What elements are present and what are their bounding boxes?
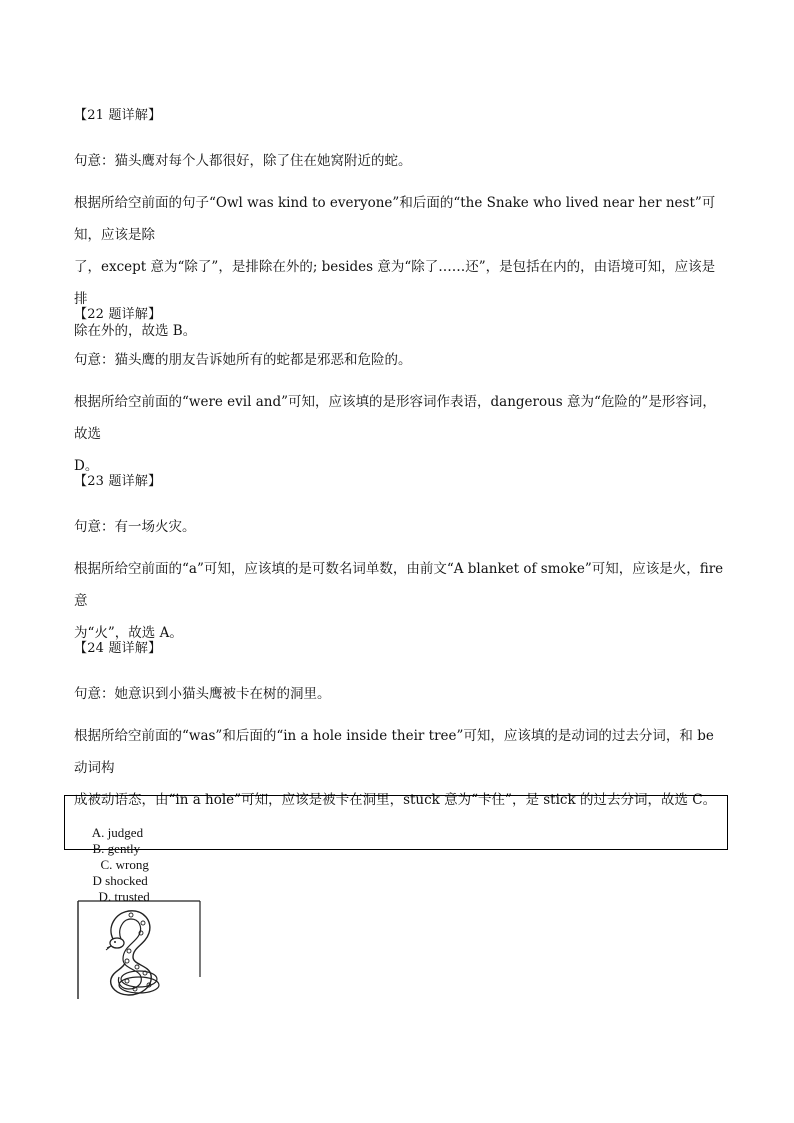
explanation-line: 根据所给空前面的“was”和后面的“in a hole inside their tree”可知，应该填的是动词的过去分词，和 be 动词构 [74, 728, 714, 776]
sentence-meaning-23: 句意：有一场火灾。 [74, 519, 196, 535]
snake-illustration-icon [77, 899, 201, 999]
sentence-meaning-22: 句意：猫头鹰的朋友告诉她所有的蛇都是邪恶和危险的。 [74, 352, 412, 368]
explanation-line: 为“火”，故选 A。 [74, 625, 183, 641]
section-title-23: 【23 题详解】 [74, 474, 162, 489]
explanation-line: 除在外的，故选 B。 [74, 323, 197, 339]
explanation-line: 了，except 意为“除了”，是排除在外的; besides 意为“除了……还”，是包括在内的，由语境可知，应该是排 [74, 259, 716, 307]
option-item: A. judged [91, 825, 144, 840]
section-title-21: 【21 题详解】 [74, 108, 162, 123]
explanation-23 [74, 553, 724, 649]
section-title-24: 【24 题详解】 [74, 641, 162, 656]
option-item: C. wrong [100, 857, 149, 872]
sentence-meaning-21: 句意：猫头鹰对每个人都很好，除了住在她窝附近的蛇。 [74, 153, 412, 169]
sentence-meaning-24: 句意：她意识到小猫头鹰被卡在树的洞里。 [74, 686, 331, 702]
explanation-line: 根据所给空前面的“a”可知，应该填的是可数名词单数，由前文“A blanket of smoke”可知，应该是火，fire 意 [74, 561, 724, 609]
explanation-line: 根据所给空前面的“were evil and”可知，应该填的是形容词作表语，dangerous 意为“危险的”是形容词，故选 [74, 394, 716, 442]
option-item: D shocked [92, 873, 148, 888]
explanation-21 [74, 187, 724, 347]
section-title-22: 【22 题详解】 [74, 307, 162, 322]
explanation-22 [74, 386, 724, 482]
option-item: B. gently [92, 841, 141, 856]
option-item: D. trusted [98, 889, 150, 904]
explanation-line: D。 [74, 458, 99, 474]
explanation-line: 根据所给空前面的句子“Owl was kind to everyone”和后面的“the Snake who lived near her nest”可知，应该是除 [74, 195, 716, 243]
explanation-line: 成被动语态，由“in a hole”可知，应该是被卡在洞里，stuck 意为“卡住”，是 stick 的过去分词，故选 C。 [74, 792, 717, 808]
options-box [64, 795, 728, 904]
